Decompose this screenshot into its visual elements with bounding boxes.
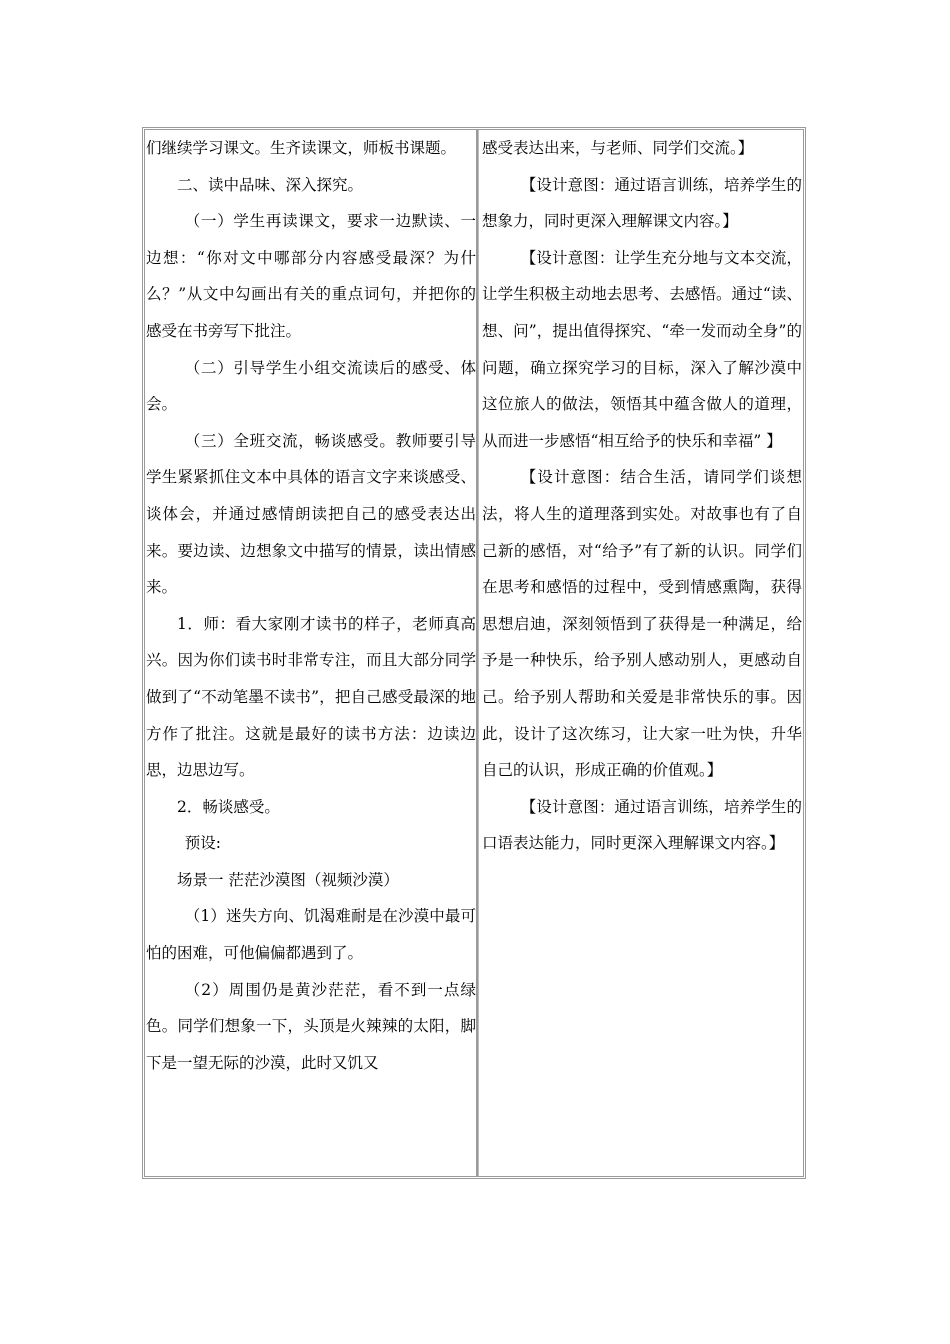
step-paragraph: 1．师：看大家刚才读书的样子，老师真高兴。因为你们读书时非常专注，而且大部分同学做到了“不动笔墨不读书”，把自己感受最深的地方作了批注。这就是最好的读书方法：边读边思，边思边写。 [146,614,476,780]
continued-paragraph: 们继续学习课文。生齐读课文，师板书课题。 [146,139,457,157]
design-intent-column [478,130,803,1176]
design-intent-paragraph: 【设计意图：结合生活，请同学们谈想法，将人生的道理落到实处。对故事也有了自己新的感悟，对“给予”有了新的认识。同学们在思考和感悟的过程中，受到情感熏陶，获得思想启迪，深刻领悟到了获得是一种满足，给予是一种快乐，给予别人感动别人，更感动自己。给予别人帮助和关爱是非常快乐的事。因此，设计了这次练习，让大家一吐为快，升华自己的认识，形成正确的价值观。】 [482,468,802,780]
step-paragraph: （三）全班交流，畅谈感受。教师要引导学生紧紧抓住文本中具体的语言文字来谈感受、谈体会，并通过感情朗读把自己的感受表达出来。要边读、边想象文中描写的情景，读出情感来。 [146,431,476,597]
step-paragraph: （二）引导学生小组交流读后的感受、体会。 [146,358,476,414]
section-heading: 二、读中品味、深入探究。 [177,175,364,194]
design-intent-paragraph: 【设计意图：通过语言训练，培养学生的口语表达能力，同时更深入理解课文内容。】 [482,797,802,853]
continued-paragraph: 感受表达出来，与老师、同学们交流。】 [482,139,754,157]
step-paragraph: 2．畅谈感受。 [177,797,280,816]
scene-paragraph: （1）迷失方向、饥渴难耐是在沙漠中最可怕的困难，可他偏偏都遇到了。 [146,907,476,963]
design-intent-paragraph: 【设计意图：通过语言训练，培养学生的想象力，同时更深入理解课文内容。】 [482,175,802,231]
teaching-process-column [145,130,478,1176]
scene-paragraph: （2）周围仍是黄沙茫茫，看不到一点绿色。同学们想象一下，头顶是火辣辣的太阳，脚下是一望无际的沙漠，此时又饥又 [146,980,476,1072]
step-paragraph: （一）学生再读课文，要求一边默读、一边想：“你对文中哪部分内容感受最深？为什么？”从文中勾画出有关的重点词句，并把你的感受在书旁写下批注。 [146,212,476,340]
design-intent-paragraph: 【设计意图：让学生充分地与文本交流，让学生积极主动地去思考、去感悟。通过“读、想、问”，提出值得探究、“牵一发而动全身”的问题，确立探究学习的目标，深入了解沙漠中这位旅人的做法，领悟其中蕴含做人的道理，从而进一步感悟“相互给予的快乐和幸福” 】 [482,248,802,450]
lesson-plan-table [142,127,806,1179]
scene-heading: 场景一 茫茫沙漠图（视频沙漠） [177,870,399,889]
preset-label: 预设: [184,834,221,853]
